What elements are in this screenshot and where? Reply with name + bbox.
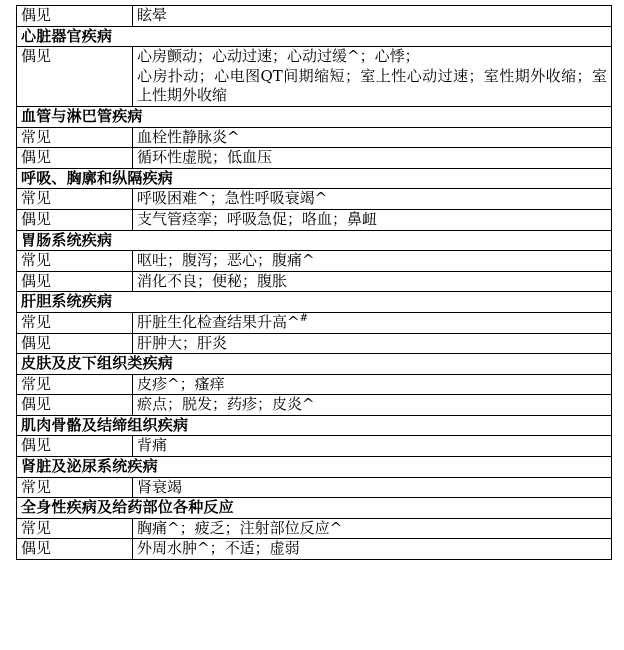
system-organ-class-row: [17, 168, 612, 189]
table-row: [17, 395, 612, 416]
table-row: [17, 539, 612, 560]
adverse-events-text: 背痛: [137, 436, 168, 455]
system-organ-class-row: [17, 415, 612, 436]
adverse-events-cell: [133, 518, 612, 539]
system-organ-class-row: [17, 26, 612, 47]
adverse-events-cell: [133, 189, 612, 210]
adverse-events-cell: [133, 436, 612, 457]
system-organ-class: 全身性疾病及给药部位各种反应: [17, 498, 612, 519]
table-body: [17, 6, 612, 560]
table-row: [17, 436, 612, 457]
table-row: [17, 374, 612, 395]
frequency-cell: 常见: [17, 251, 133, 272]
adverse-events-cell: [133, 539, 612, 560]
adverse-events-cell: [133, 271, 612, 292]
frequency-cell: 偶见: [17, 209, 133, 230]
table-row: [17, 127, 612, 148]
system-organ-class-row: [17, 292, 612, 313]
table-row: [17, 189, 612, 210]
adverse-events-text: 眩晕: [137, 6, 168, 24]
table-row: [17, 209, 612, 230]
adverse-events-text: 肝脏生化检查结果升高^: [137, 312, 300, 331]
adverse-events-text: 血栓性静脉炎^: [137, 127, 240, 146]
system-organ-class-row: [17, 498, 612, 519]
adverse-events-text: 外周水肿^；不适；虚弱: [137, 539, 300, 558]
system-organ-class: 心脏器官疾病: [17, 26, 612, 47]
table-row: [17, 333, 612, 354]
table-row: [17, 312, 612, 333]
frequency-cell: 偶见: [17, 333, 133, 354]
adverse-events-text-continued: 心房扑动；心电图QT间期缩短；室上性心动过速；室性期外收缩；室上性期外收缩: [137, 66, 607, 105]
adverse-events-cell: [133, 477, 612, 498]
system-organ-class: 肾脏及泌尿系统疾病: [17, 457, 612, 478]
table-row: [17, 251, 612, 272]
adverse-events-text: 胸痛^；疲乏；注射部位反应^: [137, 518, 343, 537]
adverse-events-text: 心房颤动；心动过速；心动过缓^；心悸；: [137, 47, 420, 66]
frequency-cell: 常见: [17, 312, 133, 333]
adverse-events-cell: [133, 374, 612, 395]
frequency-cell: 偶见: [17, 47, 133, 107]
table-row: [17, 518, 612, 539]
frequency-cell: 偶见: [17, 148, 133, 169]
adverse-events-cell: [133, 47, 612, 107]
adverse-events-text: 循环性虚脱；低血压: [137, 148, 273, 167]
adverse-events-text: 支气管痉挛；呼吸急促；咯血；鼻衄: [137, 209, 378, 228]
frequency-cell: 常见: [17, 477, 133, 498]
adverse-events-text: 呕吐；腹泻；恶心；腹痛^: [137, 251, 315, 270]
system-organ-class: 胃肠系统疾病: [17, 230, 612, 251]
frequency-cell: 偶见: [17, 539, 133, 560]
table-row: [17, 477, 612, 498]
adverse-events-text: 消化不良；便秘；腹胀: [137, 271, 288, 290]
adverse-events-cell: [133, 395, 612, 416]
adverse-events-cell: [133, 312, 612, 333]
adverse-events-cell: [133, 148, 612, 169]
adverse-events-text: 肾衰竭: [137, 477, 183, 496]
adverse-reactions-table: [16, 5, 612, 560]
system-organ-class-row: [17, 457, 612, 478]
footnote-marker: #: [299, 312, 308, 324]
system-organ-class: 皮肤及皮下组织类疾病: [17, 354, 612, 375]
frequency-cell: 常见: [17, 189, 133, 210]
table-row: [17, 6, 612, 27]
system-organ-class-row: [17, 230, 612, 251]
adverse-events-text: 皮疹^；瘙痒: [137, 374, 225, 393]
system-organ-class: 血管与淋巴管疾病: [17, 106, 612, 127]
system-organ-class-row: [17, 354, 612, 375]
adverse-events-text: 肝肿大；肝炎: [137, 333, 228, 352]
adverse-events-cell: [133, 127, 612, 148]
frequency-cell: 常见: [17, 518, 133, 539]
table-row: [17, 271, 612, 292]
adverse-events-cell: [133, 6, 612, 27]
frequency-cell: 偶见: [17, 436, 133, 457]
system-organ-class-row: [17, 106, 612, 127]
frequency-cell: 常见: [17, 127, 133, 148]
frequency-cell: 偶见: [17, 271, 133, 292]
system-organ-class: 肌肉骨骼及结缔组织疾病: [17, 415, 612, 436]
system-organ-class: 呼吸、胸廓和纵隔疾病: [17, 168, 612, 189]
system-organ-class: 肝胆系统疾病: [17, 292, 612, 313]
frequency-cell: 偶见: [17, 395, 133, 416]
adverse-events-text: 瘀点；脱发；药疹；皮炎^: [137, 395, 315, 414]
adverse-events-cell: [133, 333, 612, 354]
adverse-events-text: 呼吸困难^；急性呼吸衰竭^: [137, 189, 328, 208]
adverse-events-cell: [133, 251, 612, 272]
table-row: [17, 47, 612, 107]
frequency-cell: 偶见: [17, 6, 133, 27]
adverse-events-cell: [133, 209, 612, 230]
table-row: [17, 148, 612, 169]
frequency-cell: 常见: [17, 374, 133, 395]
